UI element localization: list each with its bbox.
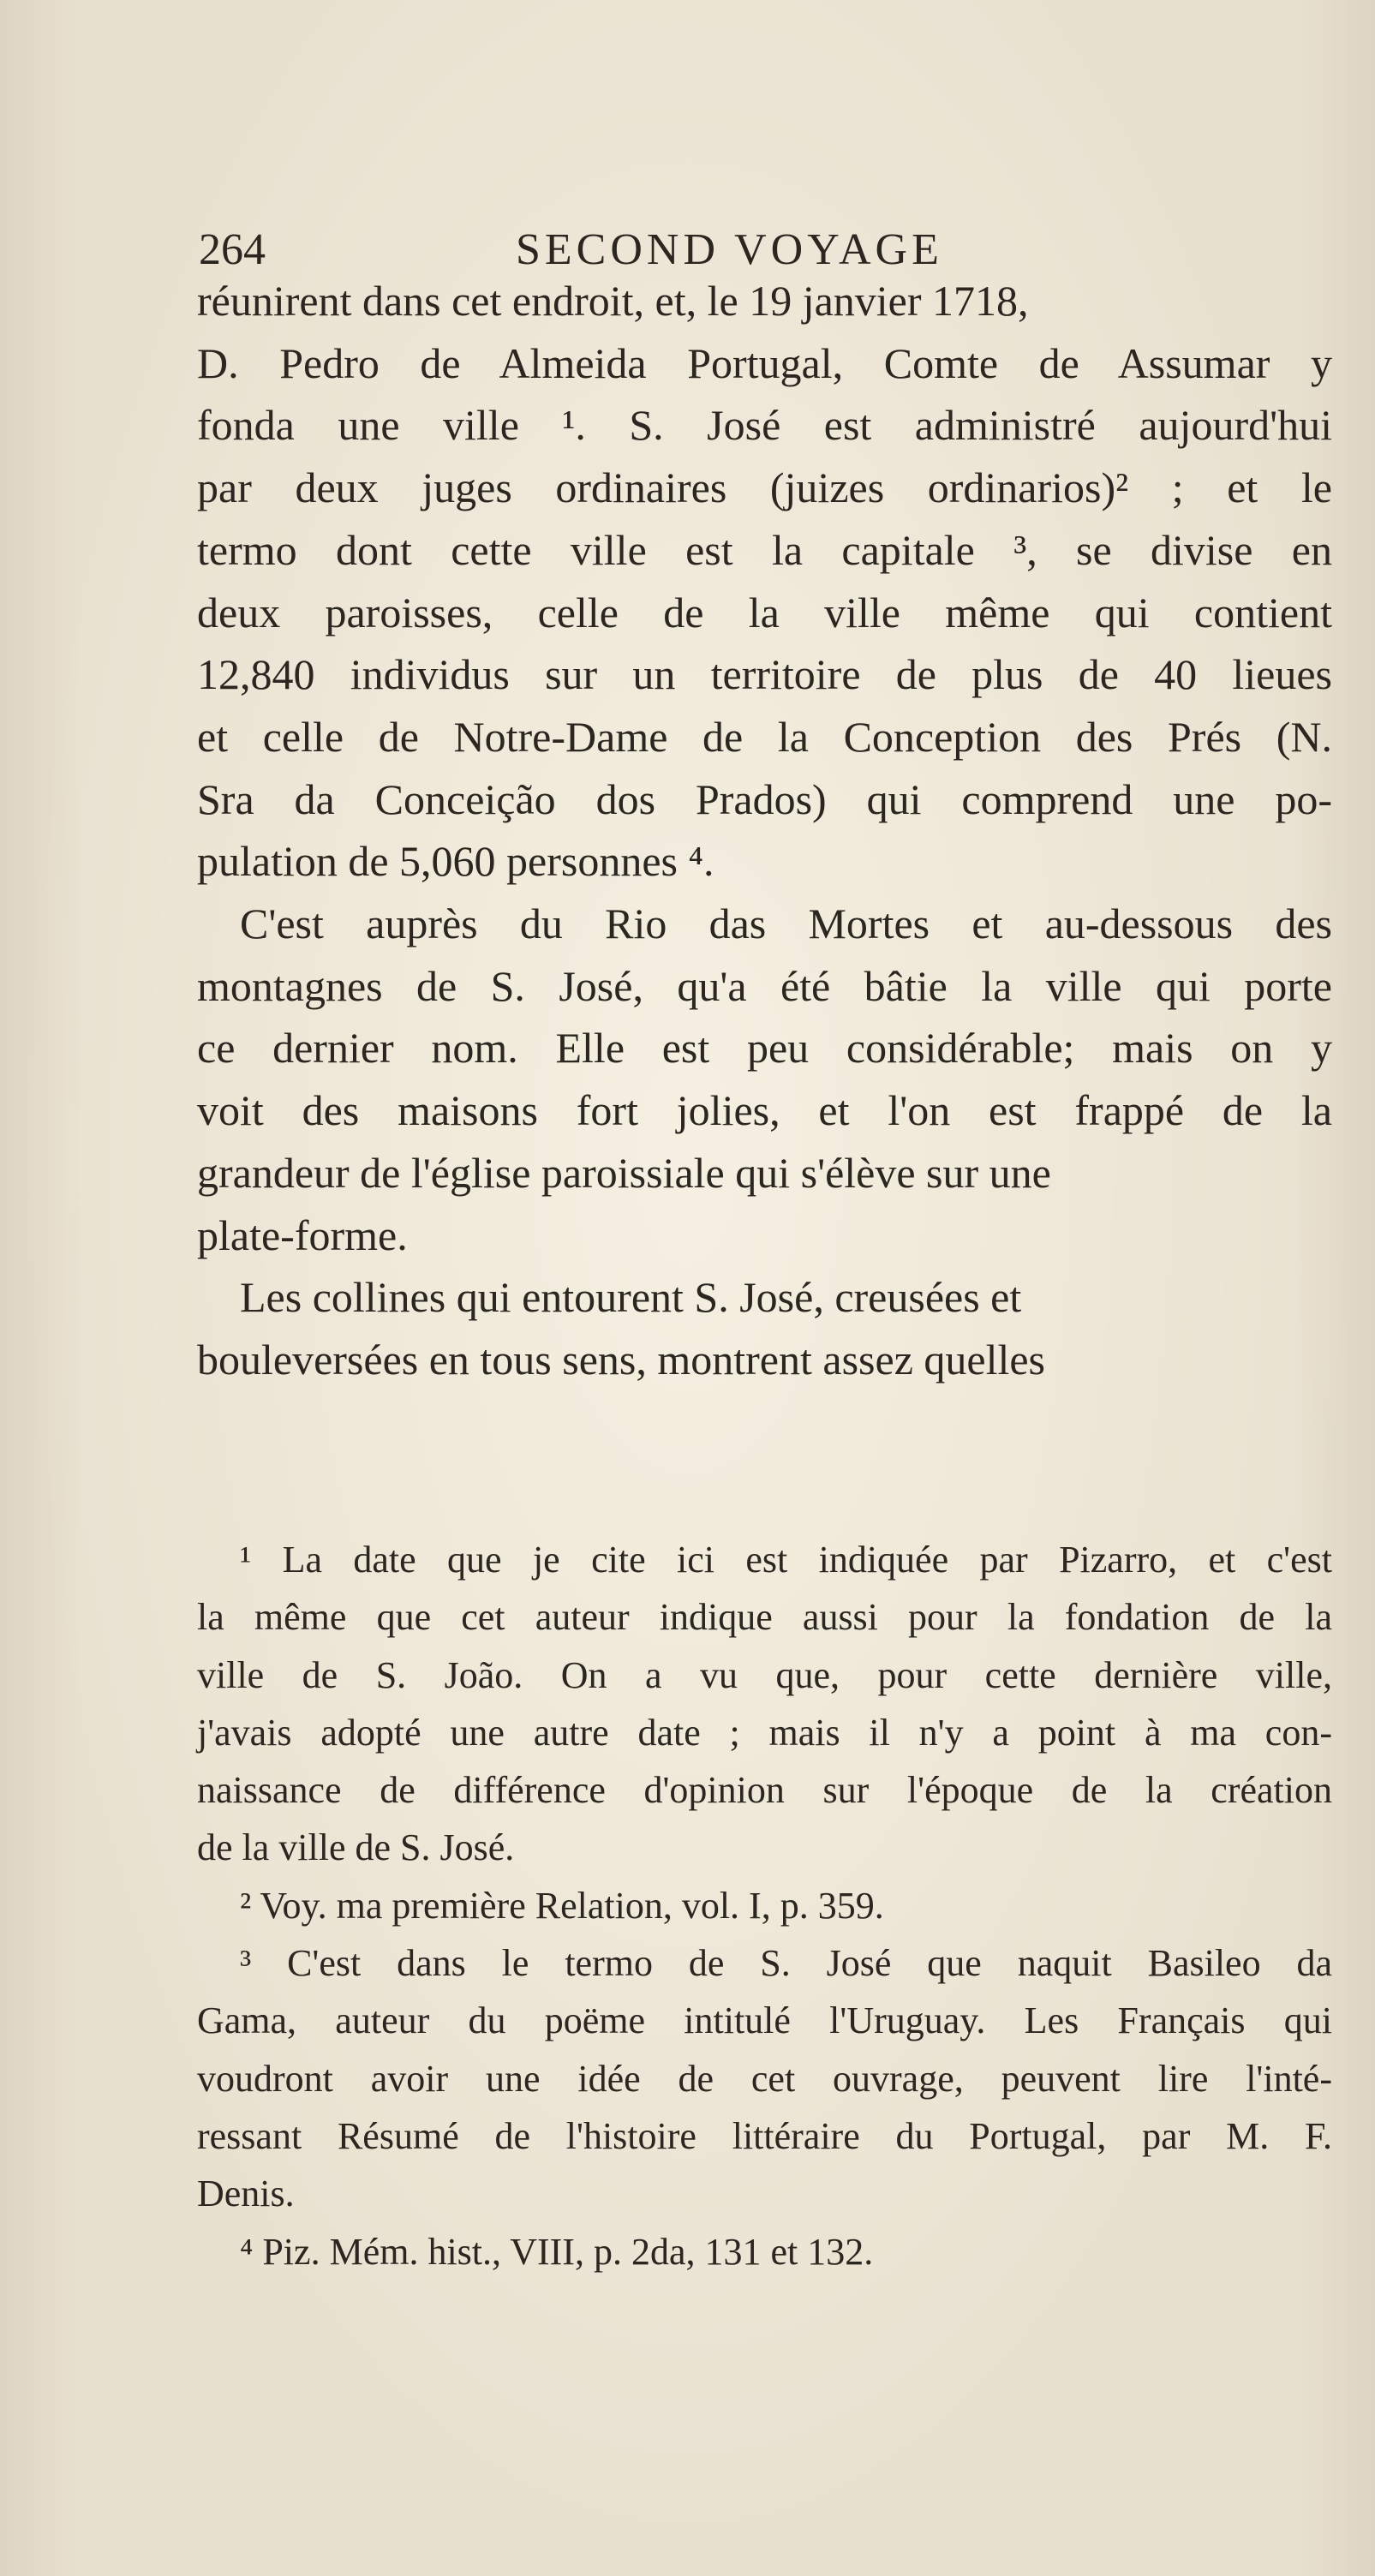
footnote-line: de la ville de S. José. bbox=[197, 1826, 515, 1869]
body-line: montagnes de S. José, qu'a été bâtie la ville qui porte bbox=[197, 961, 1332, 1010]
body-line: ce dernier nom. Elle est peu considérable; mais on y bbox=[197, 1024, 1332, 1073]
footnote-line: ¹ La date que je cite ici est indiquée par Pizarro, et c'est bbox=[240, 1539, 1332, 1581]
body-line: termo dont cette ville est la capitale ³, se divise en bbox=[197, 525, 1332, 574]
footnote-line: ³ C'est dans le termo de S. José que naquit Basileo da bbox=[240, 1942, 1332, 1985]
body-line: Sra da Conceição dos Prados) qui comprend une po- bbox=[197, 774, 1332, 823]
footnote-line: la même que cet auteur indique aussi pour la fondation de la bbox=[197, 1596, 1332, 1639]
footnote-line: voudront avoir une idée de cet ouvrage, peuvent lire l'inté- bbox=[197, 2057, 1332, 2100]
body-line: réunirent dans cet endroit, et, le 19 janvier 1718, bbox=[197, 277, 1029, 325]
body-line: plate-forme. bbox=[197, 1210, 408, 1259]
body-line: par deux juges ordinaires (juizes ordinarios)² ; et le bbox=[197, 463, 1332, 512]
footnote-line: ressant Résumé de l'histoire littéraire du Portugal, par M. F. bbox=[197, 2114, 1332, 2157]
footnotes bbox=[197, 1531, 1332, 2280]
body-line: deux paroisses, celle de la ville même qui contient bbox=[197, 588, 1332, 637]
body-line: pulation de 5,060 personnes ⁴. bbox=[197, 837, 714, 886]
running-title: SECOND VOYAGE bbox=[516, 225, 943, 274]
body-line: 12,840 individus sur un territoire de plus de 40 lieues bbox=[197, 650, 1332, 699]
footnote-line: Gama, auteur du poëme intitulé l'Uruguay. Les Français qui bbox=[197, 1999, 1332, 2042]
body-line: D. Pedro de Almeida Portugal, Comte de Assumar y bbox=[197, 338, 1332, 387]
body-line: et celle de Notre-Dame de la Conception des Prés (N. bbox=[197, 712, 1332, 761]
footnote-line: naissance de différence d'opinion sur l'époque de la création bbox=[197, 1769, 1332, 1812]
body-line: C'est auprès du Rio das Mortes et au-dessous des bbox=[240, 900, 1332, 948]
footnote-line: ² Voy. ma première Relation, vol. I, p. 359. bbox=[240, 1884, 884, 1927]
body-line: Les collines qui entourent S. José, creusées et bbox=[240, 1273, 1022, 1322]
body-line: bouleversées en tous sens, montrent assez quelles bbox=[197, 1335, 1046, 1384]
footnote-line: Denis. bbox=[197, 2173, 295, 2215]
footnote-line: ⁴ Piz. Mém. hist., VIII, p. 2da, 131 et 132. bbox=[240, 2230, 874, 2273]
page-number: 264 bbox=[199, 225, 266, 274]
body-line: voit des maisons fort jolies, et l'on est frappé de la bbox=[197, 1086, 1332, 1135]
body-line: grandeur de l'église paroissiale qui s'élève sur une bbox=[197, 1148, 1051, 1197]
footnote-line: ville de S. João. On a vu que, pour cette dernière ville, bbox=[197, 1653, 1332, 1696]
footnote-line: j'avais adopté une autre date ; mais il n'y a point à ma con- bbox=[197, 1711, 1332, 1754]
body-line: fonda une ville ¹. S. José est administré aujourd'hui bbox=[197, 401, 1332, 450]
body-text bbox=[197, 270, 1332, 1391]
